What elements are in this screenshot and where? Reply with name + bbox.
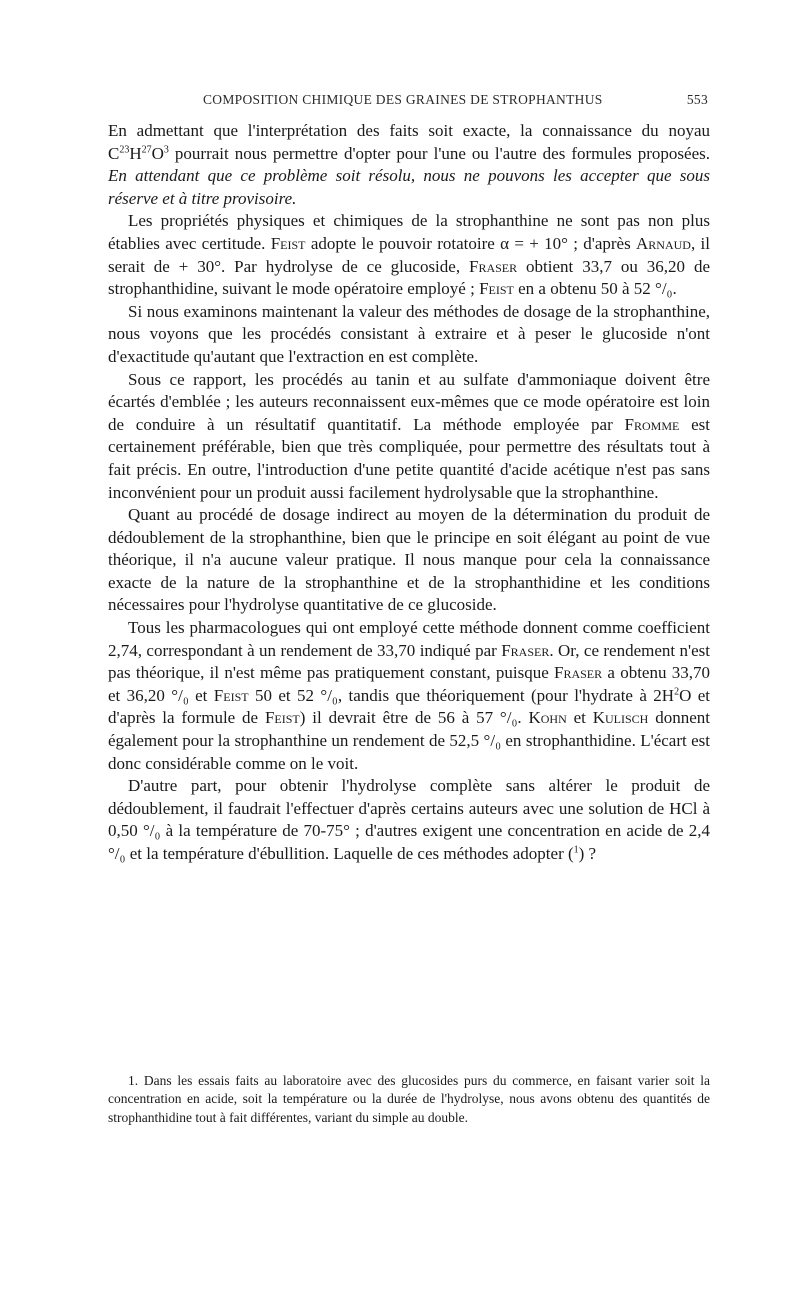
author-name: Fraser	[554, 663, 603, 683]
text-run: O	[151, 143, 164, 163]
text-run: ) ?	[578, 844, 597, 863]
paragraph-4	[108, 369, 710, 505]
author-name: Feist	[479, 279, 514, 299]
text-run: H	[129, 143, 142, 163]
text-run: , il serait de + 30°. Par hydrolyse de ce glucoside,	[108, 233, 710, 276]
italic-conclusion: En attendant que ce problème soit résolu, nous ne pouvons les accepter que sous réserve et à titre provisoire.	[108, 166, 710, 208]
text-run: D'autre part, pour obtenir l'hydrolyse complète sans altérer le produit de dédoublement, il faudrait l'effectuer d'après certains auteurs avec une solution de HCl à 0,50 °/₀ à la température de 70-75° ; d'autres exigent une concentration en acide de 2,4 °/₀ et la température d'ébullition. Laquelle de ces méthodes adopter (	[108, 776, 710, 863]
superscript: 27	[141, 143, 152, 155]
text-run: donnent également pour la strophanthine un rendement de 52,5 °/₀ en strophanthidine. L'écart est donc considérable comme on le voit.	[108, 708, 710, 773]
text-run: Sous ce rapport, les procédés au tanin et au sulfate d'ammoniaque doivent être écartés d'emblée ; les auteurs reconnaissent eux-mêmes que ce mode opératoire est loin de conduire à un résultatif quantitatif. La méthode employée par	[108, 369, 710, 434]
text-run: adopte le pouvoir rotatoire α = + 10° ; d'après	[305, 233, 637, 253]
author-name: Fromme	[624, 414, 680, 434]
author-name: Feist	[264, 708, 300, 728]
text-run: en a obtenu 50 à 52 °/₀.	[513, 279, 677, 299]
author-name: Feist	[213, 685, 249, 705]
text-run: . Or, ce rendement n'est pas théorique, il n'est même pas pratiquement constant, puisque	[108, 640, 710, 683]
author-name: Fraser	[469, 256, 518, 276]
text-run: est certainement préférable, bien que très compliquée, pour permettre des résultats tout à fait précis. En outre, l'introduction d'une petite quantité d'acide acétique n'est pas sans inconvénient pour un produit aussi facilement hydrolysable que la strophanthine.	[108, 414, 710, 502]
author-name: Kulisch	[592, 708, 649, 728]
paragraph-5: Quant au procédé de dosage indirect au moyen de la détermination du produit de dédoublement de la strophanthine, bien que le principe en soit élégant au point de vue théorique, il n'a aucune valeur pratique. Il nous manque pour cela la connaissance exacte de la nature de la strophanthine et de la strophanthidine et les conditions nécessaires pour l'hydrolyse quantitative de ce glucoside.	[108, 505, 710, 615]
author-name: Kohn	[528, 708, 567, 728]
text-run: Tous les pharmacologues qui ont employé cette méthode donnent comme coefficient 2,74, correspondant à un rendement de 33,70 indiqué par	[108, 618, 710, 660]
running-title: COMPOSITION CHIMIQUE DES GRAINES DE STROPHANTHUS	[203, 92, 603, 107]
paragraph-3: Si nous examinons maintenant la valeur des méthodes de dosage de la strophanthine, nous voyons que les procédés consistant à extraire et à peser le glucoside n'ont d'exactitude qu'autant que l'extraction en est complète.	[108, 301, 710, 366]
superscript: 3	[163, 143, 169, 155]
text-run: ) il devrait être de 56 à 57 °/₀.	[299, 708, 529, 728]
text-run: En admettant que l'interprétation des faits soit exacte, la connaissance du noyau C	[108, 121, 710, 163]
superscript: 23	[119, 143, 130, 155]
author-name: Feist	[270, 233, 306, 253]
page-number: 553	[686, 92, 708, 107]
paragraph-1	[108, 120, 710, 210]
text-run: a obtenu 33,70 et 36,20 °/₀ et	[108, 663, 710, 705]
paragraph-2	[108, 210, 710, 300]
footnote-1: 1. Dans les essais faits au laboratoire avec des glucosides purs du commerce, en faisant varier soit la concentration en acide, soit la température ou la durée de l'hydrolyse, nous avons obtenu des quantités de strophanthidine tout à fait différentes, variant du simple au double.	[108, 1073, 710, 1125]
text-run: Les propriétés physiques et chimiques de la strophanthine ne sont pas non plus établies avec certitude.	[108, 211, 710, 253]
superscript: 2	[674, 686, 680, 698]
footnote-reference: 1	[573, 844, 579, 856]
main-text	[108, 120, 710, 866]
running-header	[108, 92, 708, 108]
text-run: 50 et 52 °/₀, tandis que théoriquement (pour l'hydrate à 2H	[248, 685, 675, 705]
author-name: Arnaud	[636, 233, 691, 253]
text-run: pourrait nous permettre d'opter pour l'une ou l'autre des formules proposées.	[168, 143, 710, 163]
author-name: Fraser	[501, 640, 550, 660]
paragraph-6	[108, 617, 710, 775]
text-run: O et d'après la formule de	[108, 685, 711, 728]
footnotes	[108, 1072, 710, 1127]
paragraph-7	[108, 775, 710, 865]
text-run: et	[566, 708, 593, 728]
text-run: obtient 33,7 ou 36,20 de strophanthidine, suivant le mode opératoire employé ;	[108, 256, 710, 299]
